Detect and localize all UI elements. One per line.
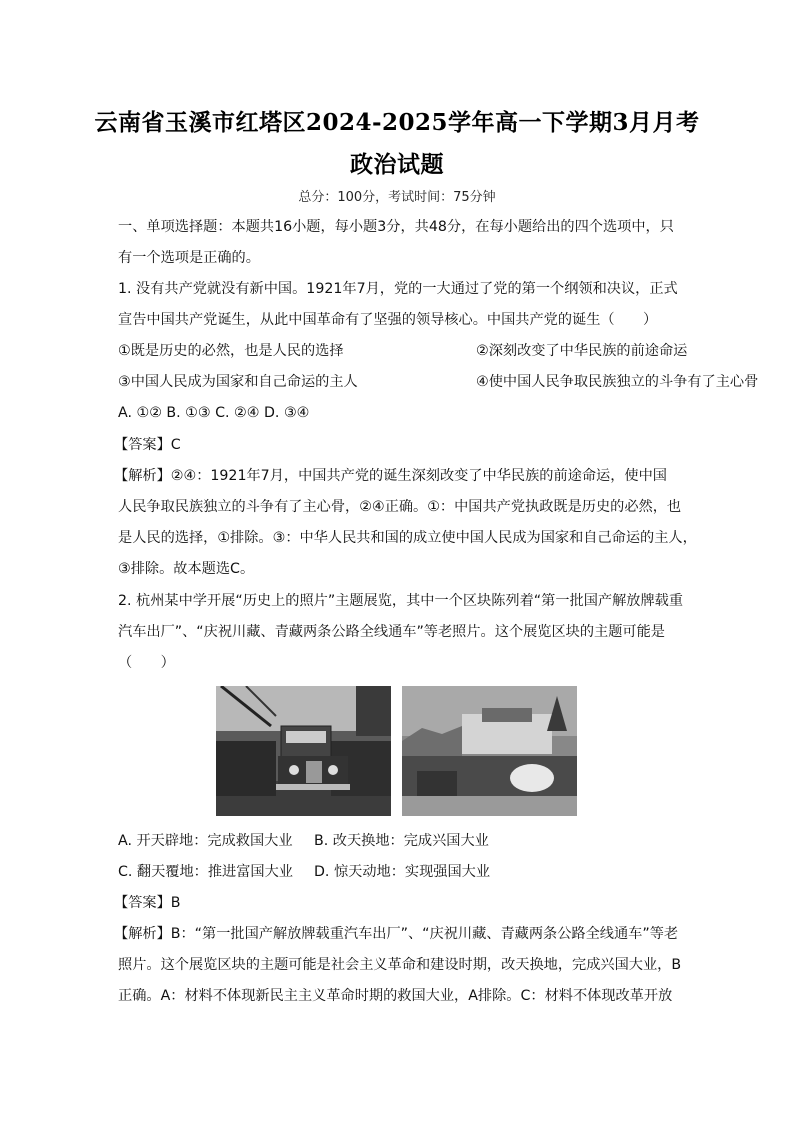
q1-statement-row	[118, 372, 759, 392]
q2-analysis: 照片。这个展览区块的主题可能是社会主义革命和建设时期，改天换地，完成兴国大业，B	[118, 957, 682, 973]
q2-photos	[216, 686, 578, 816]
q2-option-c: C. 翻天覆地：推进富国大业	[118, 864, 293, 880]
q1-analysis: 是人民的选择，①排除。③：中华人民共和国的成立使中国人民成为国家和自己命运的主人，	[118, 530, 697, 546]
q1-analysis: 人民争取民族独立的斗争有了主心骨，②④正确。①：中国共产党执政既是历史的必然，也	[118, 499, 682, 515]
q2-option-d: D. 惊天动地：实现强国大业	[314, 864, 491, 880]
section-heading: 一、单项选择题：本题共16小题，每小题3分，共48分，在每小题给出的四个选项中，只	[118, 219, 674, 235]
q1-stem: 1. 没有共产党就没有新中国。1921年7月，党的一大通过了党的第一个纲领和决议，正式	[118, 281, 678, 297]
q1-statement-4: ④使中国人民争取民族独立的斗争有了主心骨	[476, 374, 759, 390]
q1-stem: 宣告中国共产党诞生，从此中国革命有了坚强的领导核心。中国共产党的诞生（ ）	[118, 312, 658, 328]
q2-stem: 2. 杭州某中学开展“历史上的照片”主题展览，其中一个区块陈列着“第一批国产解放牌载重	[118, 593, 684, 609]
q1-statement-row	[118, 341, 688, 361]
exam-meta: 总分：100分，考试时间：75分钟	[298, 190, 496, 205]
section-heading-cont: 有一个选项是正确的。	[118, 250, 260, 266]
q1-analysis: ③排除。故本题选C。	[118, 561, 255, 577]
q1-statement-2: ②深刻改变了中华民族的前途命运	[476, 343, 688, 359]
document-subtitle: 政治试题	[350, 151, 444, 178]
q2-analysis: 【解析】B：“第一批国产解放牌载重汽车出厂”、“庆祝川藏、青藏两条公路全线通车”等老	[114, 926, 679, 942]
q2-analysis: 正确。A：材料不体现新民主主义革命时期的救国大业，A排除。C：材料不体现改革开放	[118, 988, 673, 1004]
q2-answer: 【答案】B	[114, 895, 181, 911]
q2-option-row	[118, 831, 678, 851]
photo-truck-factory	[216, 686, 391, 816]
photo-road-opening	[402, 686, 577, 816]
q2-option-a: A. 开天辟地：完成救国大业	[118, 833, 293, 849]
q1-statement-1: ①既是历史的必然，也是人民的选择	[118, 343, 344, 359]
q1-answer: 【答案】C	[114, 437, 181, 453]
q1-options: A. ①② B. ①③ C. ②④ D. ③④	[118, 405, 310, 421]
q1-statement-3: ③中国人民成为国家和自己命运的主人	[118, 374, 358, 390]
q2-stem: 汽车出厂”、“庆祝川藏、青藏两条公路全线通车”等老照片。这个展览区块的主题可能是	[118, 624, 665, 640]
q2-option-b: B. 改天换地：完成兴国大业	[314, 833, 489, 849]
q1-analysis: 【解析】②④：1921年7月，中国共产党的诞生深刻改变了中华民族的前途命运，使中国	[114, 468, 667, 484]
q2-stem: （ ）	[118, 655, 175, 671]
q2-option-row	[118, 862, 678, 882]
document-title: 云南省玉溪市红塔区2024-2025学年高一下学期3月月考	[94, 109, 700, 136]
